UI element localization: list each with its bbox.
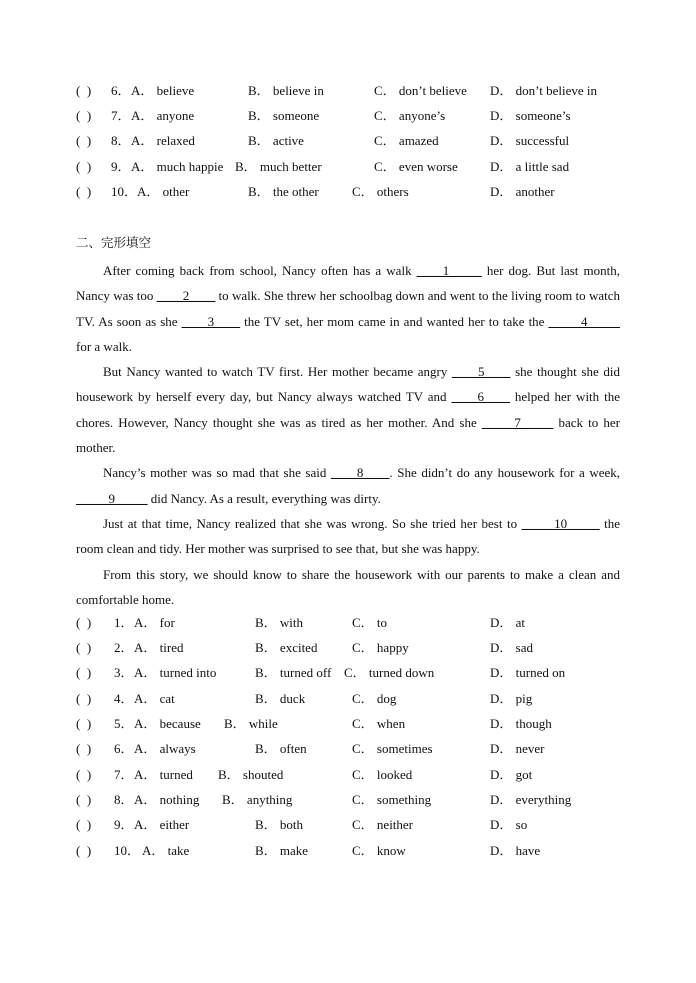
question-number: 2．	[114, 640, 134, 655]
option-a: A． much happie	[131, 159, 224, 174]
option-b: B． while	[224, 716, 278, 731]
passage-text: From this story, we should know to share the housework with our parents to make a clean and comfortable home.	[76, 566, 620, 607]
answer-paren[interactable]: ( )	[76, 108, 92, 123]
answer-paren[interactable]: ( )	[76, 691, 92, 706]
question-number: 5．	[114, 716, 134, 731]
question-row	[0, 182, 696, 202]
option-d: D． so	[490, 817, 528, 832]
option-b: B． much better	[235, 159, 322, 174]
passage-text: to walk. She threw her schoolbag down and went to the living room to watch TV. As soon as she	[76, 288, 620, 329]
passage-text: for a walk.	[76, 338, 132, 354]
option-b: B． often	[255, 741, 307, 756]
option-c: C． know	[352, 843, 406, 858]
option-b: B． excited	[255, 640, 318, 655]
answer-paren[interactable]: ( )	[76, 640, 92, 655]
option-c: C． neither	[352, 817, 414, 832]
option-d: D． everything	[490, 792, 572, 807]
passage-text: helped her with the chores. However, Nancy thought she was as tired as her mother. And she	[76, 389, 621, 430]
question-number: 3．	[114, 665, 134, 680]
passage-text: did Nancy. As a result, everything was dirty.	[147, 490, 381, 506]
option-c: C． something	[352, 792, 432, 807]
question-row	[0, 613, 696, 633]
option-d: D． pig	[490, 691, 533, 706]
option-c: C． others	[352, 184, 409, 199]
option-a: A． relaxed	[131, 133, 195, 148]
option-d: D． sad	[490, 640, 533, 655]
answer-paren[interactable]: ( )	[76, 184, 92, 199]
question-row	[0, 815, 696, 835]
option-d: D． another	[490, 184, 555, 199]
passage-text: she thought she did housework by herself every day, but Nancy always watched TV and	[76, 364, 620, 405]
option-a: A． take	[142, 843, 190, 858]
question-row	[0, 638, 696, 658]
passage-text: . She didn’t do any housework for a week,	[389, 465, 620, 481]
option-d: D． never	[490, 741, 545, 756]
answer-paren[interactable]: ( )	[76, 159, 92, 174]
option-a: A． other	[137, 184, 190, 199]
question-row	[0, 765, 696, 785]
option-a: A． turned into	[134, 665, 217, 680]
passage-paragraph	[76, 359, 620, 460]
option-a: A． always	[134, 741, 196, 756]
option-b: B． the other	[248, 184, 319, 199]
blank-3[interactable]: ____3____	[181, 313, 241, 329]
option-b: B． make	[255, 843, 309, 858]
question-row	[0, 663, 696, 683]
option-b: B． duck	[255, 691, 306, 706]
option-b: B． believe in	[248, 83, 324, 98]
answer-paren[interactable]: ( )	[76, 83, 92, 98]
option-c: C． even worse	[374, 159, 458, 174]
answer-paren[interactable]: ( )	[76, 133, 92, 148]
option-d: D． got	[490, 767, 533, 782]
option-c: C． anyone’s	[374, 108, 446, 123]
question-number: 7．	[114, 767, 134, 782]
question-number: 6．	[114, 741, 134, 756]
option-d: D． a little sad	[490, 159, 570, 174]
section-title: 二、完形填空	[76, 235, 152, 250]
option-c: C． when	[352, 716, 406, 731]
passage-text: the room clean and tidy. Her mother was surprised to see that, but she was happy.	[76, 515, 620, 557]
option-c: C． dog	[352, 691, 397, 706]
question-number: 10．	[111, 184, 138, 199]
option-a: A． either	[134, 817, 190, 832]
passage-text: back to her mother.	[76, 414, 620, 456]
blank-4[interactable]: _____4_____	[548, 313, 620, 329]
option-b: B． with	[255, 615, 304, 630]
passage-paragraph	[76, 562, 620, 613]
option-d: D． at	[490, 615, 526, 630]
answer-paren[interactable]: ( )	[76, 615, 92, 630]
blank-5[interactable]: ____5____	[451, 364, 511, 380]
passage-text: But Nancy wanted to watch TV first. Her mother became angry	[103, 364, 452, 380]
passage-paragraph	[76, 511, 620, 562]
option-d: D． successful	[490, 133, 570, 148]
option-c: C． happy	[352, 640, 409, 655]
option-a: A． turned	[134, 767, 193, 782]
passage-paragraph	[76, 460, 620, 511]
question-number: 6．	[111, 83, 131, 98]
option-a: A． tired	[134, 640, 184, 655]
option-d: D． though	[490, 716, 552, 731]
option-a: A． believe	[131, 83, 195, 98]
option-b: B． turned off	[255, 665, 332, 680]
question-row	[0, 157, 696, 177]
option-d: D． don’t believe in	[490, 83, 597, 98]
question-number: 7．	[111, 108, 131, 123]
cloze-passage	[76, 258, 620, 612]
question-number: 4．	[114, 691, 134, 706]
question-number: 8．	[114, 792, 134, 807]
answer-paren[interactable]: ( )	[76, 843, 92, 858]
option-c: C． don’t believe	[374, 83, 467, 98]
option-c: C． amazed	[374, 133, 439, 148]
question-number: 9．	[114, 817, 134, 832]
passage-text: After coming back from school, Nancy often has a walk	[103, 263, 417, 278]
option-c: C． turned down	[344, 665, 435, 680]
blank-1[interactable]: ____1_____	[416, 263, 482, 278]
question-number: 10．	[114, 843, 141, 858]
option-c: C． looked	[352, 767, 413, 782]
blank-10[interactable]: _____10_____	[521, 515, 600, 531]
passage-text: her dog. But last month, Nancy was too	[76, 263, 620, 304]
passage-text: the TV set, her mom came in and wanted her to take the	[240, 313, 549, 329]
option-a: A． because	[134, 716, 201, 731]
option-b: B． someone	[248, 108, 320, 123]
question-number: 1．	[114, 615, 134, 630]
blank-9[interactable]: _____9_____	[76, 490, 148, 506]
option-a: A． anyone	[131, 108, 195, 123]
option-b: B． shouted	[218, 767, 284, 782]
passage-text: Just at that time, Nancy realized that she was wrong. So she tried her best to	[103, 515, 522, 531]
blank-6[interactable]: ____6____	[451, 389, 510, 405]
question-row	[0, 689, 696, 709]
question-number: 9．	[111, 159, 131, 174]
passage-text: Nancy’s mother was so mad that she said	[103, 465, 331, 481]
answer-paren[interactable]: ( )	[76, 767, 92, 782]
blank-8[interactable]: ____8____	[330, 465, 390, 481]
option-a: A． nothing	[134, 792, 200, 807]
question-row	[0, 131, 696, 151]
blank-7[interactable]: _____7_____	[481, 414, 554, 430]
question-row	[0, 81, 696, 101]
question-row	[0, 739, 696, 759]
answer-paren[interactable]: ( )	[76, 741, 92, 756]
question-row	[0, 790, 696, 810]
option-d: D． have	[490, 843, 541, 858]
option-d: D． someone’s	[490, 108, 571, 123]
question-row	[0, 714, 696, 734]
answer-paren[interactable]: ( )	[76, 817, 92, 832]
option-d: D． turned on	[490, 665, 566, 680]
answer-paren[interactable]: ( )	[76, 792, 92, 807]
option-b: B． both	[255, 817, 304, 832]
option-b: B． anything	[222, 792, 293, 807]
question-number: 8．	[111, 133, 131, 148]
answer-paren[interactable]: ( )	[76, 665, 92, 680]
answer-paren[interactable]: ( )	[76, 716, 92, 731]
question-row	[0, 106, 696, 126]
option-b: B． active	[248, 133, 304, 148]
option-a: A． cat	[134, 691, 175, 706]
option-c: C． sometimes	[352, 741, 433, 756]
blank-2[interactable]: ____2____	[156, 288, 216, 304]
option-c: C． to	[352, 615, 388, 630]
passage-paragraph	[76, 258, 620, 359]
question-row	[0, 841, 696, 861]
option-a: A． for	[134, 615, 175, 630]
